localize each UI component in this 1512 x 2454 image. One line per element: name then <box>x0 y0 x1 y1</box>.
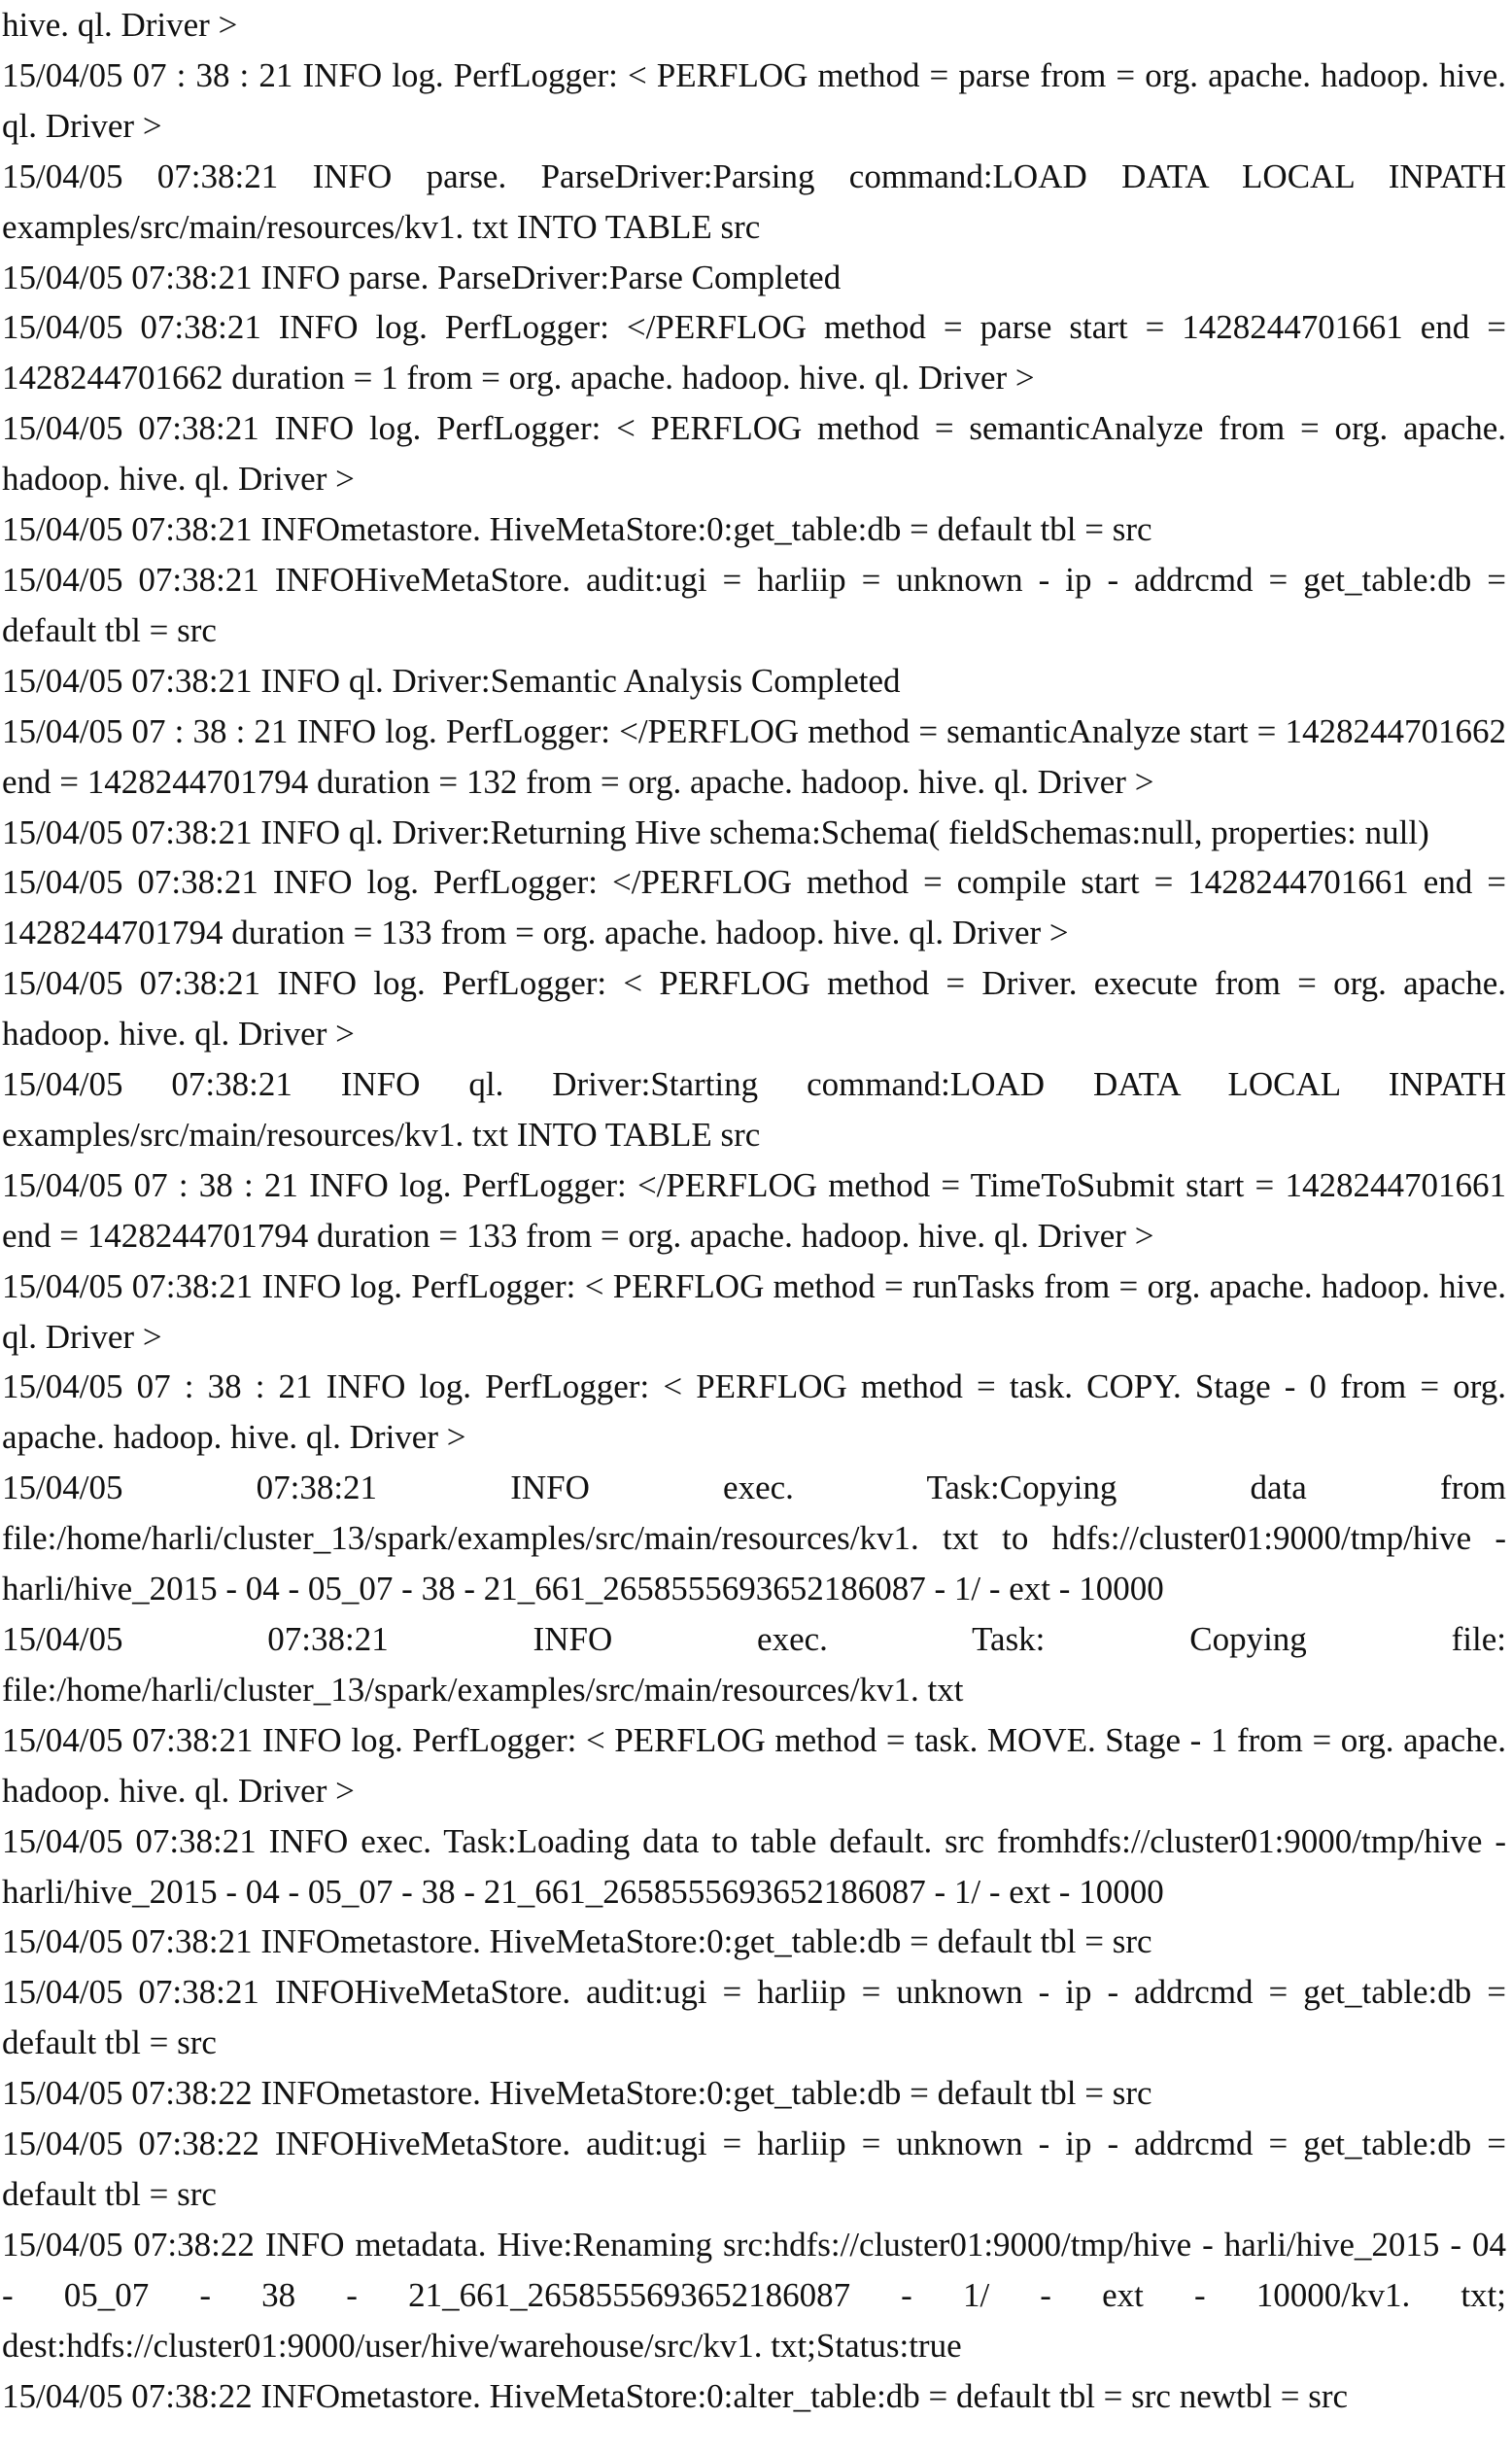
log-line: 15/04/05 07:38:22 INFO metadata. Hive:Renaming src:hdfs://cluster01:9000/tmp/hive - harli/hive_2015 - 04 - 05_07 - 38 - 21_661_2658555693652186087 - 1/ - ext - 10000/kv1. txt; dest:hdfs://cluster01:9000/user/hive/warehouse/src/kv1. txt;Status:true <box>2 2225 1506 2365</box>
log-line: 15/04/05 07:38:21 INFOHiveMetaStore. audit:ugi = harliip = unknown - ip - addrcmd = get_table:db = default tbl = src <box>2 1973 1506 2062</box>
log-line: 15/04/05 07:38:21 INFO exec. Task:Copying data from file:/home/harli/cluster_13/spark/examples/src/main/resources/kv1. txt to hdfs://cluster01:9000/tmp/hive - harli/hive_2015 - 04 - 05_07 - 38 - 21_661_2658555693652186087 - 1/ - ext - 10000 <box>2 1469 1506 1608</box>
log-line: 15/04/05 07:38:22 INFOHiveMetaStore. audit:ugi = harliip = unknown - ip - addrcmd = get_table:db = default tbl = src <box>2 2125 1506 2213</box>
log-line: hive. ql. Driver > <box>2 6 238 44</box>
log-line: 15/04/05 07:38:21 INFO ql. Driver:Semantic Analysis Completed <box>2 661 901 700</box>
log-line: 15/04/05 07:38:21 INFOmetastore. HiveMetaStore:0:get_table:db = default tbl = src <box>2 1922 1152 1961</box>
log-line: 15/04/05 07 : 38 : 21 INFO log. PerfLogger: < PERFLOG method = parse from = org. apache. hadoop. hive. ql. Driver > <box>2 55 1506 145</box>
log-output <box>2 0 1506 2422</box>
log-line: 15/04/05 07:38:21 INFO log. PerfLogger: </PERFLOG method = parse start = 1428244701661 end = 1428244701662 duration = 1 from = org. apache. hadoop. hive. ql. Driver > <box>2 308 1506 397</box>
log-line: 15/04/05 07:38:21 INFO log. PerfLogger: < PERFLOG method = runTasks from = org. apache. hadoop. hive. ql. Driver > <box>2 1266 1506 1356</box>
log-line: 15/04/05 07:38:21 INFO log. PerfLogger: < PERFLOG method = semanticAnalyze from = org. apache. hadoop. hive. ql. Driver > <box>2 409 1506 499</box>
log-line: 15/04/05 07:38:21 INFOmetastore. HiveMetaStore:0:get_table:db = default tbl = src <box>2 510 1152 549</box>
log-line: 15/04/05 07:38:21 INFO log. PerfLogger: < PERFLOG method = Driver. execute from = org. apache. hadoop. hive. ql. Driver > <box>2 964 1506 1054</box>
log-line: 15/04/05 07:38:21 INFO ql. Driver:Starting command:LOAD DATA LOCAL INPATH examples/src/main/resources/kv1. txt INTO TABLE src <box>2 1065 1506 1154</box>
log-line: 15/04/05 07:38:21 INFO parse. ParseDriver:Parsing command:LOAD DATA LOCAL INPATH examples/src/main/resources/kv1. txt INTO TABLE src <box>2 156 1506 246</box>
log-line: 15/04/05 07 : 38 : 21 INFO log. PerfLogger: < PERFLOG method = task. COPY. Stage - 0 from = org. apache. hadoop. hive. ql. Driver > <box>2 1367 1506 1457</box>
log-line: 15/04/05 07 : 38 : 21 INFO log. PerfLogger: </PERFLOG method = TimeToSubmit start = 1428244701661 end = 1428244701794 duration = 133 from = org. apache. hadoop. hive. ql. Driver > <box>2 1165 1506 1255</box>
log-line: 15/04/05 07:38:21 INFO parse. ParseDriver:Parse Completed <box>2 258 842 296</box>
log-line: 15/04/05 07:38:21 INFO log. PerfLogger: < PERFLOG method = task. MOVE. Stage - 1 from = org. apache. hadoop. hive. ql. Driver > <box>2 1720 1506 1810</box>
log-line: 15/04/05 07:38:22 INFOmetastore. HiveMetaStore:0:get_table:db = default tbl = src <box>2 2074 1152 2113</box>
log-line: 15/04/05 07:38:22 INFOmetastore. HiveMetaStore:0:alter_table:db = default tbl = src newtbl = src <box>2 2376 1349 2415</box>
log-line: 15/04/05 07:38:21 INFO exec. Task:Loading data to table default. src fromhdfs://cluster01:9000/tmp/hive - harli/hive_2015 - 04 - 05_07 - 38 - 21_661_2658555693652186087 - 1/ - ext - 10000 <box>2 1821 1506 1911</box>
log-line: 15/04/05 07 : 38 : 21 INFO log. PerfLogger: </PERFLOG method = semanticAnalyze start = 1428244701662 end = 1428244701794 duration = 132 from = org. apache. hadoop. hive. ql. Driver > <box>2 711 1506 801</box>
log-line: 15/04/05 07:38:21 INFOHiveMetaStore. audit:ugi = harliip = unknown - ip - addrcmd = get_table:db = default tbl = src <box>2 560 1506 649</box>
log-line: 15/04/05 07:38:21 INFO exec. Task: Copying file: file:/home/harli/cluster_13/spark/examples/src/main/resources/kv1. txt <box>2 1620 1506 1709</box>
log-line: 15/04/05 07:38:21 INFO log. PerfLogger: </PERFLOG method = compile start = 1428244701661 end = 1428244701794 duration = 133 from = org. apache. hadoop. hive. ql. Driver > <box>2 863 1506 952</box>
log-line: 15/04/05 07:38:21 INFO ql. Driver:Returning Hive schema:Schema( fieldSchemas:null, properties: null) <box>2 812 1429 851</box>
